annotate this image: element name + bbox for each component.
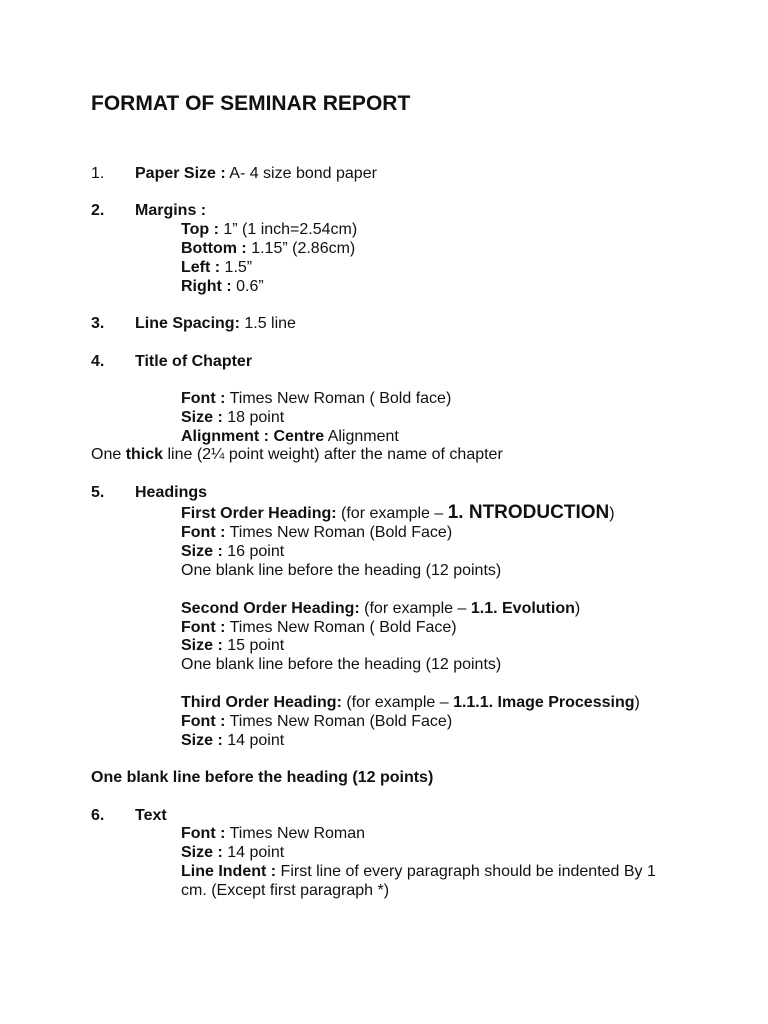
margin-right-label: Right : xyxy=(181,278,232,295)
item-number: 1. xyxy=(91,165,105,182)
first-order-example: 1. NTRODUCTION xyxy=(447,502,610,523)
margin-top-label: Top : xyxy=(181,221,219,238)
text-size-value: 14 point xyxy=(222,844,285,861)
first-order-heading xyxy=(181,502,615,525)
chapter-size xyxy=(181,408,284,427)
text-font-value: Times New Roman xyxy=(225,825,366,842)
headings-label: Headings xyxy=(135,484,208,501)
first-order-font xyxy=(181,523,452,542)
first-order-post: ) xyxy=(609,505,615,522)
text-indent xyxy=(181,862,656,881)
first-order-pre: (for example – xyxy=(336,505,448,522)
second-order-pre: (for example – xyxy=(359,600,471,617)
second-order-font xyxy=(181,618,457,637)
margin-bottom-value: 1.15” (2.86cm) xyxy=(246,240,356,257)
blank-line-note: One blank line before the heading (12 points) xyxy=(91,769,434,786)
second-order-heading xyxy=(181,599,580,618)
second-order-post: ) xyxy=(574,600,581,617)
chapter-font-value: Times New Roman ( Bold face) xyxy=(225,390,452,407)
first-order-size-label: Size : xyxy=(181,543,223,560)
second-order-note: One blank line before the heading (12 points) xyxy=(181,656,502,673)
chapter-alignment xyxy=(181,427,399,446)
third-order-post: ) xyxy=(634,694,640,711)
third-order-heading xyxy=(181,693,640,712)
first-order-font-label: Font : xyxy=(181,524,226,541)
item-number: 5. xyxy=(91,484,105,501)
text-indent-value-1: First line of every paragraph should be indented By 1 xyxy=(276,863,656,880)
third-order-font-value: Times New Roman (Bold Face) xyxy=(225,713,453,730)
first-order-note: One blank line before the heading (12 points) xyxy=(181,562,502,579)
thick-note-post: line (2¼ point weight) after the name of chapter xyxy=(163,446,503,463)
margin-right-value: 0.6” xyxy=(231,278,264,295)
text-label: Text xyxy=(135,807,167,824)
third-order-size-label: Size : xyxy=(181,732,223,749)
third-order-example: 1.1.1. Image Processing xyxy=(453,694,635,711)
margins-label: Margins : xyxy=(135,202,207,219)
third-order-pre: (for example – xyxy=(341,694,454,711)
margin-left-label: Left : xyxy=(181,259,221,276)
text-font xyxy=(181,824,365,843)
item-number: 3. xyxy=(91,315,105,332)
third-order-size-value: 14 point xyxy=(222,732,285,749)
item-number: 4. xyxy=(91,353,105,370)
text-indent-continued: cm. (Except first paragraph *) xyxy=(181,882,390,899)
thick-note-bold: thick xyxy=(125,446,164,463)
first-order-size xyxy=(181,542,284,561)
chapter-size-label: Size : xyxy=(181,409,223,426)
second-order-font-label: Font : xyxy=(181,619,226,636)
second-order-font-value: Times New Roman ( Bold Face) xyxy=(225,619,457,636)
paper-size-label: Paper Size : xyxy=(135,165,226,182)
page-title: FORMAT OF SEMINAR REPORT xyxy=(91,92,411,115)
chapter-size-value: 18 point xyxy=(222,409,285,426)
chapter-align-label: Alignment : Centre xyxy=(181,428,325,445)
margin-bottom xyxy=(181,239,355,258)
item-number: 2. xyxy=(91,202,105,219)
paper-size-value: A- 4 size bond paper xyxy=(225,165,377,182)
item-number: 6. xyxy=(91,807,105,824)
text-font-label: Font : xyxy=(181,825,226,842)
first-order-font-value: Times New Roman (Bold Face) xyxy=(225,524,453,541)
chapter-font-label: Font : xyxy=(181,390,226,407)
third-order-label: Third Order Heading: xyxy=(181,694,342,711)
thick-note-pre: One xyxy=(91,446,126,463)
text-indent-label: Line Indent : xyxy=(181,863,277,880)
third-order-font xyxy=(181,712,452,731)
chapter-thick-line-note xyxy=(91,445,503,464)
chapter-align-value: Alignment xyxy=(324,428,399,445)
second-order-size-value: 15 point xyxy=(222,637,285,654)
margin-bottom-label: Bottom : xyxy=(181,240,247,257)
margin-top-value: 1” (1 inch=2.54cm) xyxy=(218,221,358,238)
second-order-size xyxy=(181,636,284,655)
line-spacing-label: Line Spacing: xyxy=(135,315,240,332)
margin-top xyxy=(181,220,357,239)
chapter-label: Title of Chapter xyxy=(135,353,253,370)
second-order-label: Second Order Heading: xyxy=(181,600,360,617)
text-size-label: Size : xyxy=(181,844,223,861)
text-size xyxy=(181,843,284,862)
second-order-example: 1.1. Evolution xyxy=(470,600,575,617)
line-spacing-value: 1.5 line xyxy=(239,315,296,332)
third-order-font-label: Font : xyxy=(181,713,226,730)
third-order-size xyxy=(181,731,284,750)
margin-left-value: 1.5” xyxy=(220,259,253,276)
margin-right xyxy=(181,277,264,296)
first-order-label: First Order Heading: xyxy=(181,505,337,522)
first-order-size-value: 16 point xyxy=(222,543,285,560)
chapter-font xyxy=(181,389,451,408)
second-order-size-label: Size : xyxy=(181,637,223,654)
margin-left xyxy=(181,258,252,277)
